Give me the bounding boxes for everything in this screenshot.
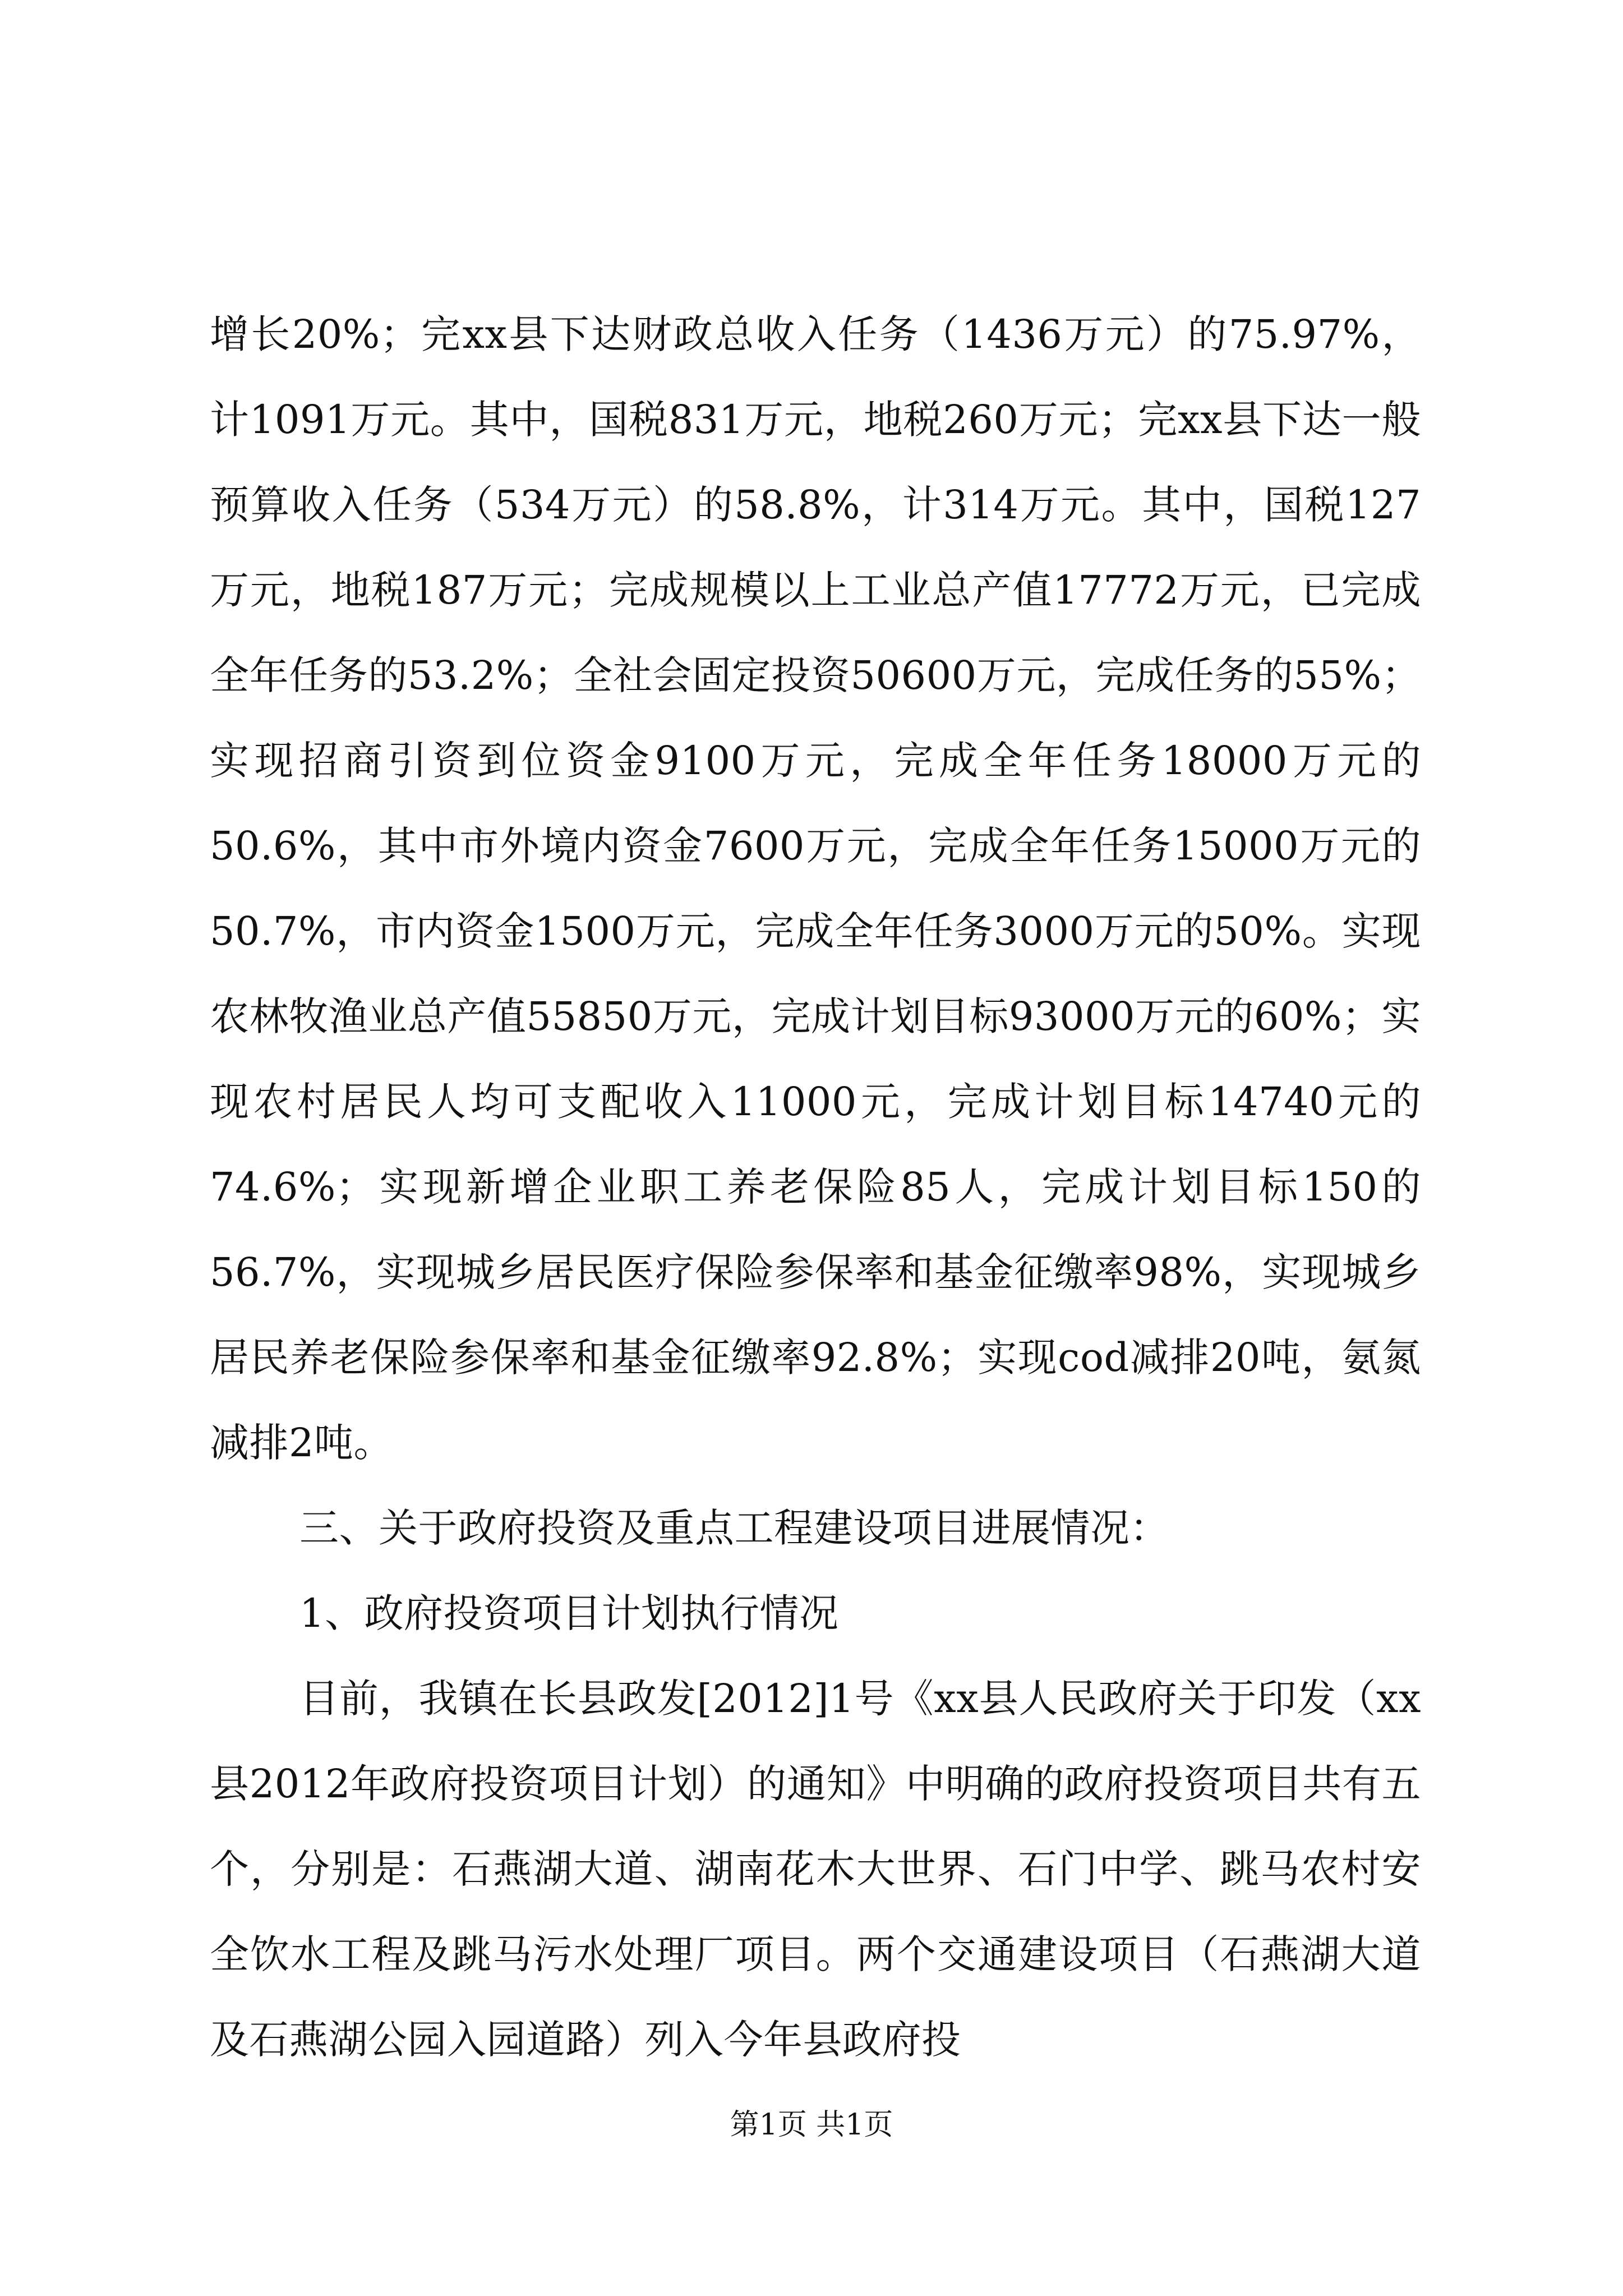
paragraph-revenue-summary: 增长20%；完xx县下达财政总收入任务（1436万元）的75.97%，计1091万元。其中，国税831万元，地税260万元；完xx县下达一般预算收入任务（534万元）的58.8%，计314万元。其中，国税127万元，地税187万元；完成规模以上工业总产值17772万元，已完成全年任务的53.2%；全社会固定投资50600万元，完成任务的55%；实现招商引资到位资金9100万元，完成全年任务18000万元的50.6%，其中市外境内资金7600万元，完成全年任务15000万元的50.7%，市内资金1500万元，完成全年任务3000万元的50%。实现农林牧渔业总产值55850万元，完成计划目标93000万元的60%；实现农村居民人均可支配收入11000元，完成计划目标14740元的74.6%；实现新增企业职工养老保险85人，完成计划目标150的56.7%，实现城乡居民医疗保险参保率和基金征缴率98%，实现城乡居民养老保险参保率和基金征缴率92.8%；实现cod减排20吨，氨氮减排2吨。 bbox=[210, 311, 1421, 1466]
paragraph-investment-projects: 目前，我镇在长县政发[2012]1号《xx县人民政府关于印发（xx县2012年政府投资项目计划）的通知》中明确的政府投资项目共有五个，分别是：石燕湖大道、湖南花木大世界、石门中学、跳马农村安全饮水工程及跳马污水处理厂项目。两个交通建设项目（石燕湖大道及石燕湖公园入园道路）列入今年县政府投 bbox=[210, 1676, 1421, 2063]
section-heading-government-investment: 三、关于政府投资及重点工程建设项目进展情况： bbox=[299, 1505, 1169, 1551]
document-body bbox=[210, 292, 1421, 2082]
subsection-heading-plan-execution: 1、政府投资项目计划执行情况 bbox=[299, 1590, 839, 1636]
page-footer: 第1页 共1页 bbox=[730, 2108, 893, 2142]
